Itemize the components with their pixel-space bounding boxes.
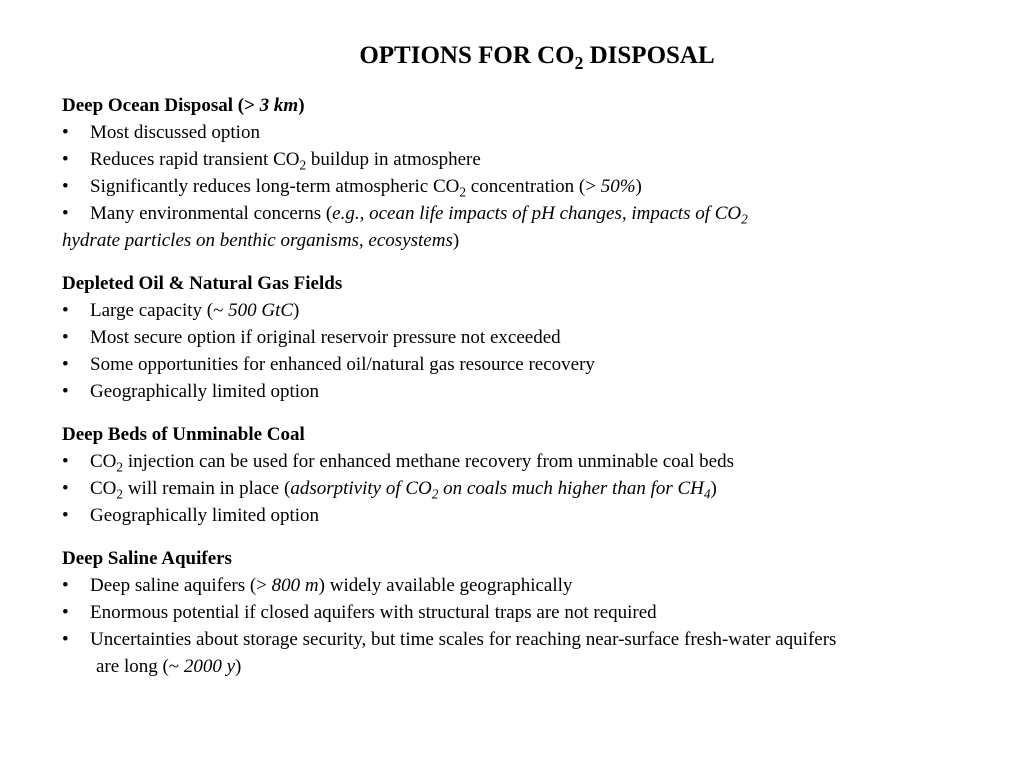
section-saline-aquifers (62, 545, 1012, 680)
bullet-icon: • (62, 149, 69, 170)
list-item: • Most secure option if original reservoir pressure not exceeded (62, 324, 1012, 351)
section-unminable-coal (62, 421, 1012, 529)
list-item: • Uncertainties about storage security, but time scales for reaching near-surface fresh-water aquifers (62, 626, 1012, 653)
list-item-continuation: hydrate particles on benthic organisms, ecosystems) (62, 230, 460, 251)
section-heading: Depleted Oil & Natural Gas Fields (62, 273, 343, 294)
bullet-icon: • (62, 629, 69, 650)
bullet-icon: • (62, 176, 69, 197)
bullet-icon: • (62, 478, 69, 499)
bullet-icon: • (62, 354, 69, 375)
list-item: • Significantly reduces long-term atmospheric $CO_2$ concentration (> 50%) (62, 173, 1012, 200)
list-item: • Reduces rapid transient $CO_2$ buildup in atmosphere (62, 146, 1012, 173)
bullet-icon: • (62, 122, 69, 143)
bullet-icon: • (62, 451, 69, 472)
bullet-icon: • (62, 602, 69, 623)
bullet-icon: • (62, 327, 69, 348)
section-depleted-oil-gas-fields (62, 270, 1012, 405)
bullet-icon: • (62, 381, 69, 402)
list-item: • $CO_2$ will remain in place (adsorptivity of $CO_2$ on coals much higher than for $CH_4$) (62, 475, 1012, 502)
page-title: OPTIONS FOR $CO_2$ DISPOSAL (359, 42, 715, 74)
list-item: • Geographically limited option (62, 502, 1012, 529)
section-deep-ocean-disposal (62, 92, 1012, 254)
section-heading: Deep Ocean Disposal (> 3 km) (62, 95, 305, 116)
section-heading: Deep Beds of Unminable Coal (62, 424, 305, 445)
list-item: • Most discussed option (62, 119, 1012, 146)
list-item: • Many environmental concerns (e.g., ocean life impacts of pH changes, impacts of $CO_2$ (62, 200, 1012, 227)
bullet-icon: • (62, 575, 69, 596)
list-item: • Deep saline aquifers (> 800 m) widely available geographically (62, 572, 1012, 599)
bullet-icon: • (62, 203, 69, 224)
bullet-icon: • (62, 300, 69, 321)
document-body (62, 92, 1012, 696)
list-item: • Some opportunities for enhanced oil/natural gas resource recovery (62, 351, 1012, 378)
list-item: • Large capacity (~ 500 GtC) (62, 297, 1012, 324)
list-item: • Geographically limited option (62, 378, 1012, 405)
list-item: • Enormous potential if closed aquifers with structural traps are not required (62, 599, 1012, 626)
bullet-icon: • (62, 505, 69, 526)
list-item-continuation: are long (~ 2000 y) (96, 656, 242, 677)
list-item: • $CO_2$ injection can be used for enhanced methane recovery from unminable coal beds (62, 448, 1012, 475)
section-heading: Deep Saline Aquifers (62, 548, 232, 569)
